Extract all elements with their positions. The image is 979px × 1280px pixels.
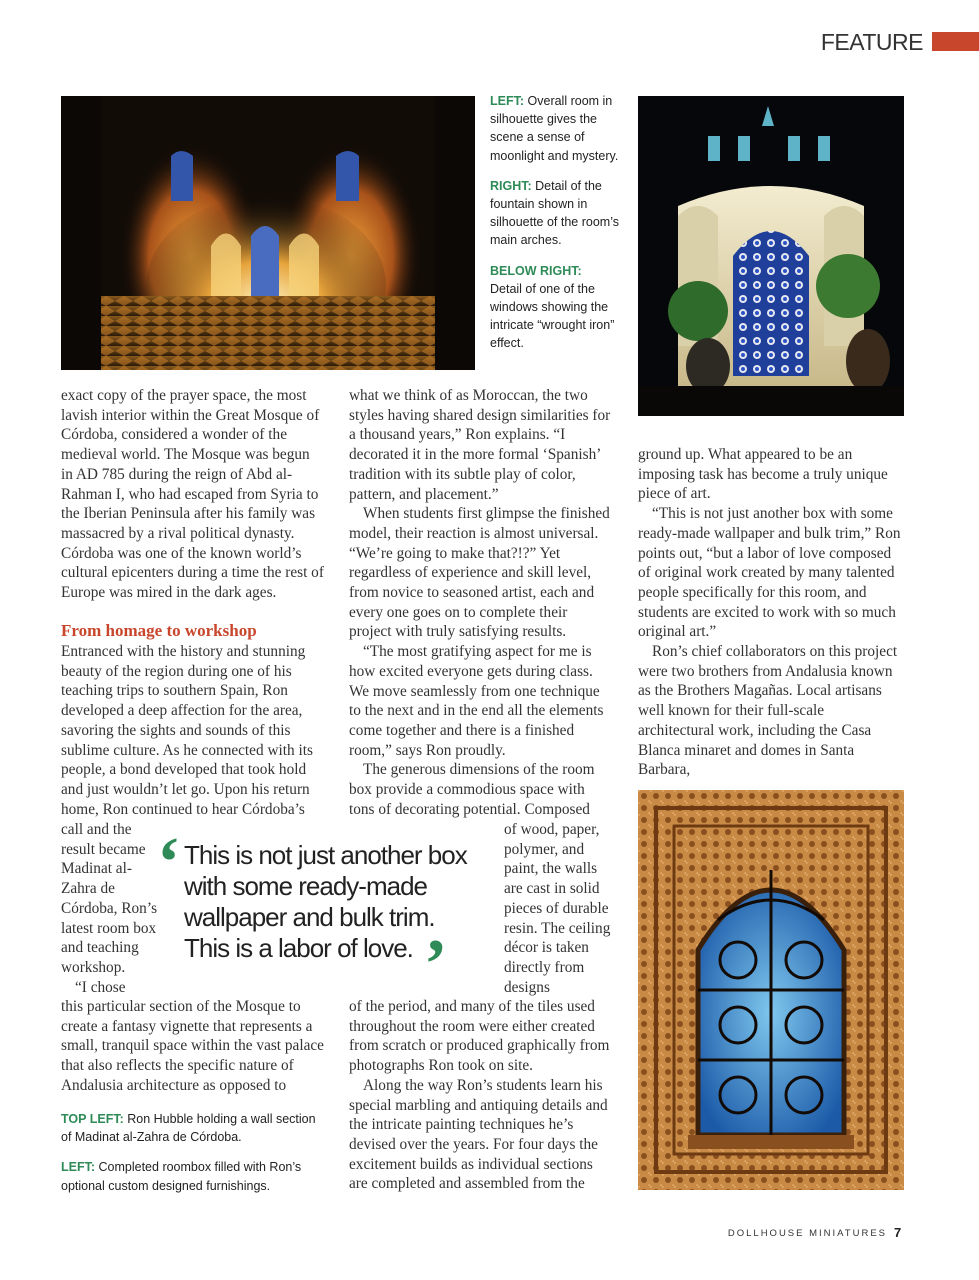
fountain-detail-photo [638, 96, 904, 416]
column-1-top [61, 386, 325, 603]
caption-right-text: Detail of the fountain shown in silhouette of the room’s main arches. [490, 178, 620, 248]
caption-below-right-label: BELOW RIGHT: [490, 263, 582, 278]
section-accent-bar [932, 32, 979, 51]
caption-group-top [490, 92, 622, 365]
pull-quote-text: This is not just another box with some ready-made wallpaper and bulk trim. This is a labor of love. [184, 840, 467, 963]
caption-bottom-left-text: Completed roombox filled with Ron’s optional custom designed furnishings. [61, 1160, 302, 1193]
caption-left-label: LEFT: [490, 94, 525, 108]
col3-paragraph-1: ground up. What appeared to be an imposing task has become a truly unique piece of art. [638, 446, 888, 503]
caption-below-right [490, 262, 622, 353]
caption-left [490, 92, 622, 165]
column-2-bottom [349, 997, 613, 1194]
col1-paragraph-1: exact copy of the prayer space, the most lavish interior within the Great Mosque of Córdoba, considered a wonder of the medieval world. The Mosque was begun in AD 785 during the reign of Abd al-Rahman I, who had escaped from Syria to the Iberian Peninsula after his family was massacred by a rival political dynasty. Córdoba was one of the known world’s cultural epicenters during a time the rest of Europe was mired in the dark ages. [61, 387, 324, 602]
col2-paragraph-4: The generous dimensions of the room box provide a commodious space with tons of decorating potential. Composed [349, 761, 595, 818]
caption-right [490, 177, 622, 250]
room-silhouette-photo [61, 96, 475, 370]
column-1-narrow [61, 820, 163, 997]
pull-quote-open-mark: ‘ [157, 824, 181, 901]
section-title: FEATURE [820, 29, 923, 55]
col1-paragraph-2: Entranced with the history and stunning beauty of the region during one of his teaching trips to southern Spain, Ron developed a deep affection for the area, savoring the sights and sounds of this sublime culture. As he connected with its people, a bond developed that took hold and just wouldn’t let go. Upon his return home, Ron continued to hear Córdoba’s [61, 643, 313, 818]
column-3 [638, 445, 904, 780]
caption-left-text: Overall room in silhouette gives the scene a sense of moonlight and mystery. [490, 94, 619, 163]
col1-paragraph-3-narrow: “I chose [75, 978, 126, 996]
col2-paragraph-1: what we think of as Moroccan, the two styles having shared design similarities for a thousand years,” Ron explains. “I decorated it in the more formal ‘Spanish’ tradition with its subtle play of color, pattern, and placement.” [349, 387, 611, 503]
col1-paragraph-2-narrow: call and the result became Madinat al-Zahra de Córdoba, Ron’s latest room box and teaching workshop. [61, 821, 158, 976]
pull-quote-close-mark: ’ [424, 926, 448, 1003]
wrought-iron-window-photo [638, 790, 904, 1190]
caption-bottom-left-label: LEFT: [61, 1160, 96, 1175]
subhead-from-homage: From homage to workshop [61, 621, 257, 640]
col2-paragraph-2: When students first glimpse the finished model, their reaction is almost universal. “We’re going to make that?!?” Yet regardless of experience and skill level, from novice to seasoned artist, each and every one goes on to complete their project with truly satisfying results. [349, 505, 610, 641]
page-number: 7 [894, 1225, 902, 1240]
col2-paragraph-4-narrow: of wood, paper, polymer, and paint, the walls are cast in solid pieces of durable resin. The ceiling décor is taken directly from designs [504, 821, 611, 996]
caption-top-left [61, 1110, 323, 1146]
col2-paragraph-3: “The most gratifying aspect for me is how excited everyone gets during class. We move seamlessly from one technique to the next and in the end all the elements come together and there is a finished room,” says Ron proudly. [349, 643, 604, 759]
caption-group-bottom [61, 1110, 323, 1207]
caption-top-left-text: Ron Hubble holding a wall section of Madinat al-Zahra de Córdoba. [61, 1112, 316, 1145]
footer-publication: DOLLHOUSE MINIATURES [727, 1228, 887, 1239]
col3-paragraph-2: “This is not just another box with some ready-made wallpaper and bulk trim,” Ron points out, “but a labor of love composed of original work created by many talented people specifically for this room, and students are excited to work with so much original art.” [638, 505, 901, 641]
column-2-top [349, 386, 613, 819]
col2-paragraph-5: Along the way Ron’s students learn his special marbling and antiquing details and the intricate painting techniques he’s devised over the years. For four days the excitement builds as individual sections are completed and assembled from the [349, 1076, 608, 1193]
column-1-middle [61, 642, 325, 819]
caption-right-label: RIGHT: [490, 178, 532, 193]
col2-paragraph-4-rest: of the period, and many of the tiles used throughout the room were either created from scratch or produced graphically from photographs Ron took on site. [349, 998, 610, 1075]
column-2-narrow [504, 820, 614, 997]
col3-paragraph-3: Ron’s chief collaborators on this project were two brothers from Andalusia known as the Brothers Magañas. Local artisans well known for their full-scale architectural work, including the Casa Blanca minaret and domes in Santa Barbara, [638, 643, 898, 779]
caption-bottom-left [61, 1158, 323, 1194]
caption-below-right-text: Detail of one of the windows showing the intricate “wrought iron” effect. [490, 281, 615, 351]
caption-top-left-label: TOP LEFT: [61, 1112, 124, 1126]
col1-paragraph-3-rest: this particular section of the Mosque to create a fantasy vignette that represents a small, tranquil space within the vast palace that also reflects the specific nature of Andalusia architecture as opposed to [61, 998, 324, 1094]
column-1-bottom [61, 997, 325, 1096]
